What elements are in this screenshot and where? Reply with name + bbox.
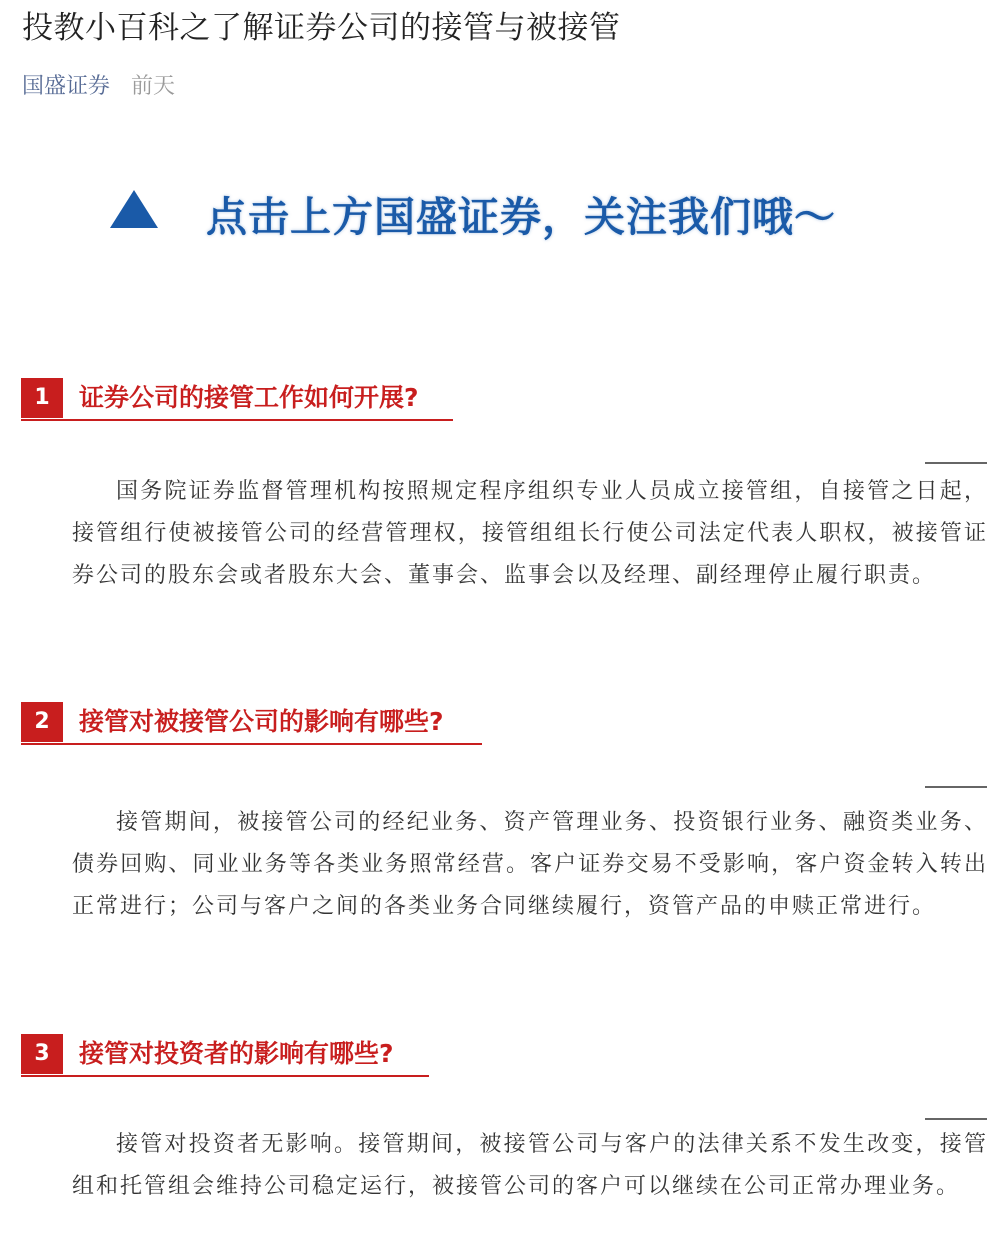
section-number-badge: 3 — [21, 1034, 63, 1074]
section-3-body: 接管对投资者无影响。接管期间，被接管公司与客户的法律关系不发生改变，接管组和托管组会维持公司稳定运行，被接管公司的客户可以继续在公司正常办理业务。 — [72, 1132, 988, 1199]
article-title: 投教小百科之了解证券公司的接管与被接管 — [22, 10, 621, 46]
triangle-up-icon — [110, 190, 158, 228]
account-name-link[interactable]: 国盛证券 — [22, 74, 111, 99]
section-3-heading — [21, 1034, 441, 1082]
section-1-heading — [21, 378, 461, 426]
section-heading-underline — [21, 743, 482, 745]
section-divider — [925, 1118, 987, 1120]
section-heading-text: 接管对被接管公司的影响有哪些? — [79, 707, 444, 736]
section-divider — [925, 786, 987, 788]
follow-banner — [100, 180, 980, 260]
section-number-badge: 2 — [21, 702, 63, 742]
publish-time: 前天 — [131, 74, 176, 99]
section-divider — [925, 462, 987, 464]
section-heading-underline — [21, 419, 453, 421]
section-1-body: 国务院证券监督管理机构按照规定程序组织专业人员成立接管组，自接管之日起，接管组行使被接管公司的经营管理权，接管组组长行使公司法定代表人职权，被接管证券公司的股东会或者股东大会、董事会、监事会以及经理、副经理停止履行职责。 — [72, 479, 988, 588]
section-2-heading — [21, 702, 491, 750]
article-meta — [22, 72, 175, 102]
section-2-body: 接管期间，被接管公司的经纪业务、资产管理业务、投资银行业务、融资类业务、债券回购、同业业务等各类业务照常经营。客户证券交易不受影响，客户资金转入转出正常进行；公司与客户之间的各类业务合同继续履行，资管产品的申赎正常进行。 — [72, 810, 988, 919]
section-heading-text: 证券公司的接管工作如何开展? — [79, 383, 419, 412]
section-number-badge: 1 — [21, 378, 63, 418]
section-heading-underline — [21, 1075, 429, 1077]
section-heading-text: 接管对投资者的影响有哪些? — [79, 1039, 394, 1068]
banner-text: 点击上方国盛证券，关注我们哦～ — [206, 193, 836, 241]
